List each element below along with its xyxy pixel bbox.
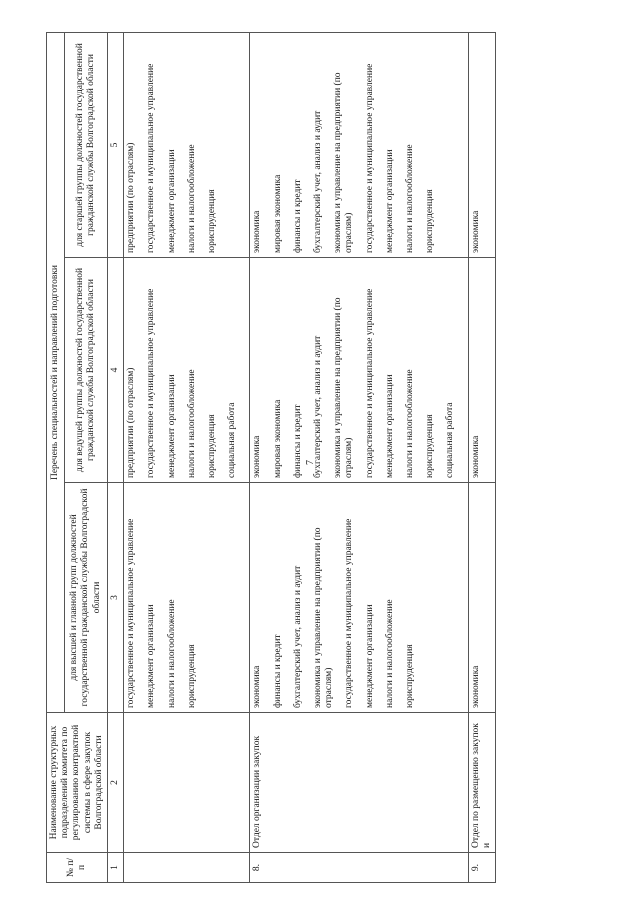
specialty-item: налоги и налогообложение [405,369,416,478]
table-row [124,32,250,882]
specialties-cell-c4 [250,258,468,483]
specialty-item: экономика [252,665,263,708]
header-col4: для ведущей группы должностей государственной гражданской службы Волгоградской области [65,258,108,483]
specialty-item: юриспруденция [425,414,436,478]
specialty-list [126,487,198,708]
specialty-item: менеджмент организации [364,604,375,708]
specialty-item: налоги и налогообложение [166,599,177,708]
header-number: № п/п [47,853,108,883]
specialty-item: юриспруденция [207,414,218,478]
page-number: 7 [305,460,316,465]
row-number [124,853,250,883]
specialty-list [471,487,482,708]
specialty-list [471,37,482,253]
specialties-cell-c3 [124,483,250,713]
row-number: 9. [468,853,495,883]
header-col5: для старшей группы должностей государственной гражданской службы Волгоградской области [65,32,108,257]
index-cell: 5 [108,32,124,257]
specialty-list [126,37,218,253]
specialty-item: экономика [252,435,263,478]
specialty-item: мировая экономика [272,174,283,253]
specialty-item: юриспруденция [207,189,218,253]
specialty-item: государственное и муниципальное управление [364,288,375,478]
department-name: Отдел по размещению закупок и [468,713,495,853]
specialty-item: менеджмент организации [166,374,177,478]
table-row [250,32,468,882]
header-group-title: Перечень специальностей и направлений подготовки [47,32,65,712]
header-row [47,32,65,882]
department-name [124,713,250,853]
table-body [124,32,496,882]
specialty-item: экономика и управление на предприятии (по отраслям) [333,72,355,253]
specialty-item: экономика [470,435,481,478]
specialty-item: менеджмент организации [166,149,177,253]
specialty-item: социальная работа [445,402,456,478]
specialties-table [46,32,496,883]
specialty-item: государственное и муниципальное управление [344,518,355,708]
index-cell: 2 [108,713,124,853]
specialty-item: менеджмент организации [146,604,157,708]
specialty-item: социальная работа [227,402,238,478]
specialty-list [252,37,436,253]
specialties-cell-c5 [468,32,495,257]
specialty-item: экономика [470,665,481,708]
specialty-list [252,487,416,708]
specialty-item: финансы и кредит [292,404,303,478]
specialties-cell-c4 [124,258,250,483]
index-row [108,32,124,882]
specialty-item: государственное и муниципальное управление [364,63,375,253]
specialty-item: менеджмент организации [384,374,395,478]
specialties-cell-c4 [468,258,495,483]
specialty-item: мировая экономика [272,399,283,478]
specialty-item: финансы и кредит [292,179,303,253]
index-cell: 4 [108,258,124,483]
specialty-item: менеджмент организации [384,149,395,253]
specialty-item: налоги и налогообложение [384,599,395,708]
specialty-item: экономика [470,210,481,253]
header-department: Наименование структурных подразделений комитета по регулированию контрактной системы в сфере закупок Волгоградской области [47,713,108,853]
row-number: 8. [250,853,468,883]
index-cell: 3 [108,483,124,713]
specialty-item: экономика и управление на предприятии (по отраслям) [313,527,335,708]
specialty-item: бухгалтерский учет, анализ и аудит [292,565,303,708]
specialties-cell-c5 [250,32,468,257]
specialty-item: предприятии (по отраслям) [126,142,137,253]
specialty-item: налоги и налогообложение [186,144,197,253]
specialty-item: государственное и муниципальное управление [146,288,157,478]
specialties-cell-c5 [124,32,250,257]
specialty-list [126,262,238,478]
department-name: Отдел организации закупок [250,713,468,853]
specialty-item: бухгалтерский учет, анализ и аудит [313,335,324,478]
specialty-item: юриспруденция [405,644,416,708]
specialty-item: налоги и налогообложение [405,144,416,253]
specialties-cell-c3 [468,483,495,713]
specialty-item: экономика и управление на предприятии (по отраслям) [333,297,355,478]
specialty-item: бухгалтерский учет, анализ и аудит [313,110,324,253]
specialties-cell-c3 [250,483,468,713]
table-row [468,32,495,882]
specialty-item: юриспруденция [425,189,436,253]
specialty-list [252,262,456,478]
specialty-item: финансы и кредит [272,634,283,708]
specialty-item: налоги и налогообложение [186,369,197,478]
specialty-list [471,262,482,478]
specialty-item: юриспруденция [186,644,197,708]
specialty-item: государственное и муниципальное управление [126,518,137,708]
specialty-item: экономика [252,210,263,253]
header-col3: для высшей и главной групп должностей государственной гражданской службы Волгоградской области [65,483,108,713]
specialty-item: предприятии (по отраслям) [126,367,137,478]
specialty-item: государственное и муниципальное управление [146,63,157,253]
index-cell: 1 [108,853,124,883]
